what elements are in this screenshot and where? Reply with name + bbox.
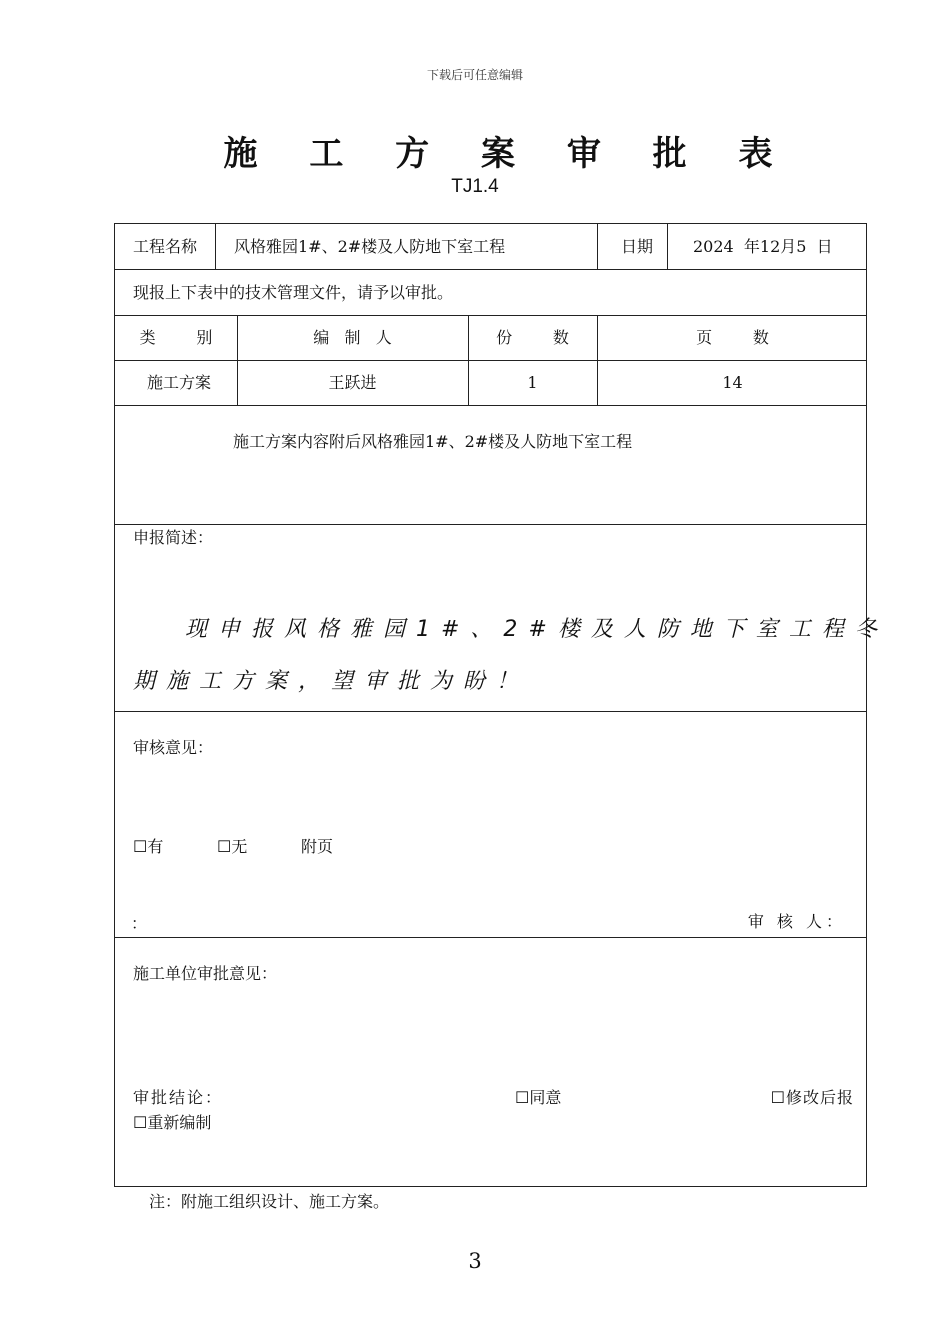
row-divider xyxy=(115,405,866,406)
row-divider xyxy=(115,360,866,361)
summary-handwriting-line2: 期施工方案，望审批为盼！ xyxy=(133,669,530,694)
column-header-author: 编 制 人 xyxy=(313,328,392,347)
request-text: 现报上下表中的技术管理文件，请予以审批。 xyxy=(133,283,454,302)
summary-label: 申报简述： xyxy=(133,528,214,547)
row-copies: 1 xyxy=(527,373,538,392)
row-pages: 14 xyxy=(722,373,743,392)
column-header-pages: 页 数 xyxy=(696,328,769,347)
review-colon: ： xyxy=(131,914,148,933)
date-label: 日期 xyxy=(621,237,654,256)
review-label: 审核意见： xyxy=(133,738,214,757)
header-note: 下载后可任意编辑 xyxy=(426,68,523,82)
column-header-category: 类 别 xyxy=(139,328,213,347)
approval-recompile-checkbox[interactable]: ☐重新编制 xyxy=(133,1113,212,1132)
col-divider xyxy=(597,224,598,269)
approval-conclusion-label: 审批结论： xyxy=(133,1088,224,1107)
attachment-label: 附页 xyxy=(301,837,334,856)
date-value: 2024 年12月5 日 xyxy=(693,237,833,256)
page-title: 施 工 方 案 审 批 表 xyxy=(223,134,793,174)
approval-form-table xyxy=(114,223,888,1187)
col-divider xyxy=(215,224,216,269)
row-author: 王跃进 xyxy=(328,373,377,392)
row-divider xyxy=(115,269,866,270)
footnote: 注：附施工组织设计、施工方案。 xyxy=(149,1192,390,1211)
content-note: 施工方案内容附后风格雅园1#、2#楼及人防地下室工程 xyxy=(233,432,633,451)
column-header-copies: 份 数 xyxy=(496,328,569,347)
row-divider xyxy=(115,315,866,316)
row-category: 施工方案 xyxy=(146,373,211,392)
project-name-label: 工程名称 xyxy=(133,237,198,256)
page-number: 3 xyxy=(468,1249,482,1273)
form-code: TJ1.4 xyxy=(451,176,499,197)
col-divider xyxy=(667,224,668,269)
approval-modify-checkbox[interactable]: ☐修改后报 xyxy=(770,1088,854,1107)
summary-handwriting-line1: 现申报风格雅园1#、2#楼及人防地下室工程冬 xyxy=(185,617,888,642)
approval-label: 施工单位审批意见： xyxy=(133,964,278,983)
review-option-yes-checkbox[interactable]: ☐有 xyxy=(133,837,164,856)
project-name-value: 风格雅园1#、2#楼及人防地下室工程 xyxy=(234,237,506,256)
approval-agree-checkbox[interactable]: ☐同意 xyxy=(515,1088,562,1107)
row-divider xyxy=(115,524,866,525)
row-divider xyxy=(115,711,866,712)
reviewer-label: 审 核 人： xyxy=(747,912,846,931)
review-option-no-checkbox[interactable]: ☐无 xyxy=(217,837,248,856)
row-divider xyxy=(115,937,866,938)
